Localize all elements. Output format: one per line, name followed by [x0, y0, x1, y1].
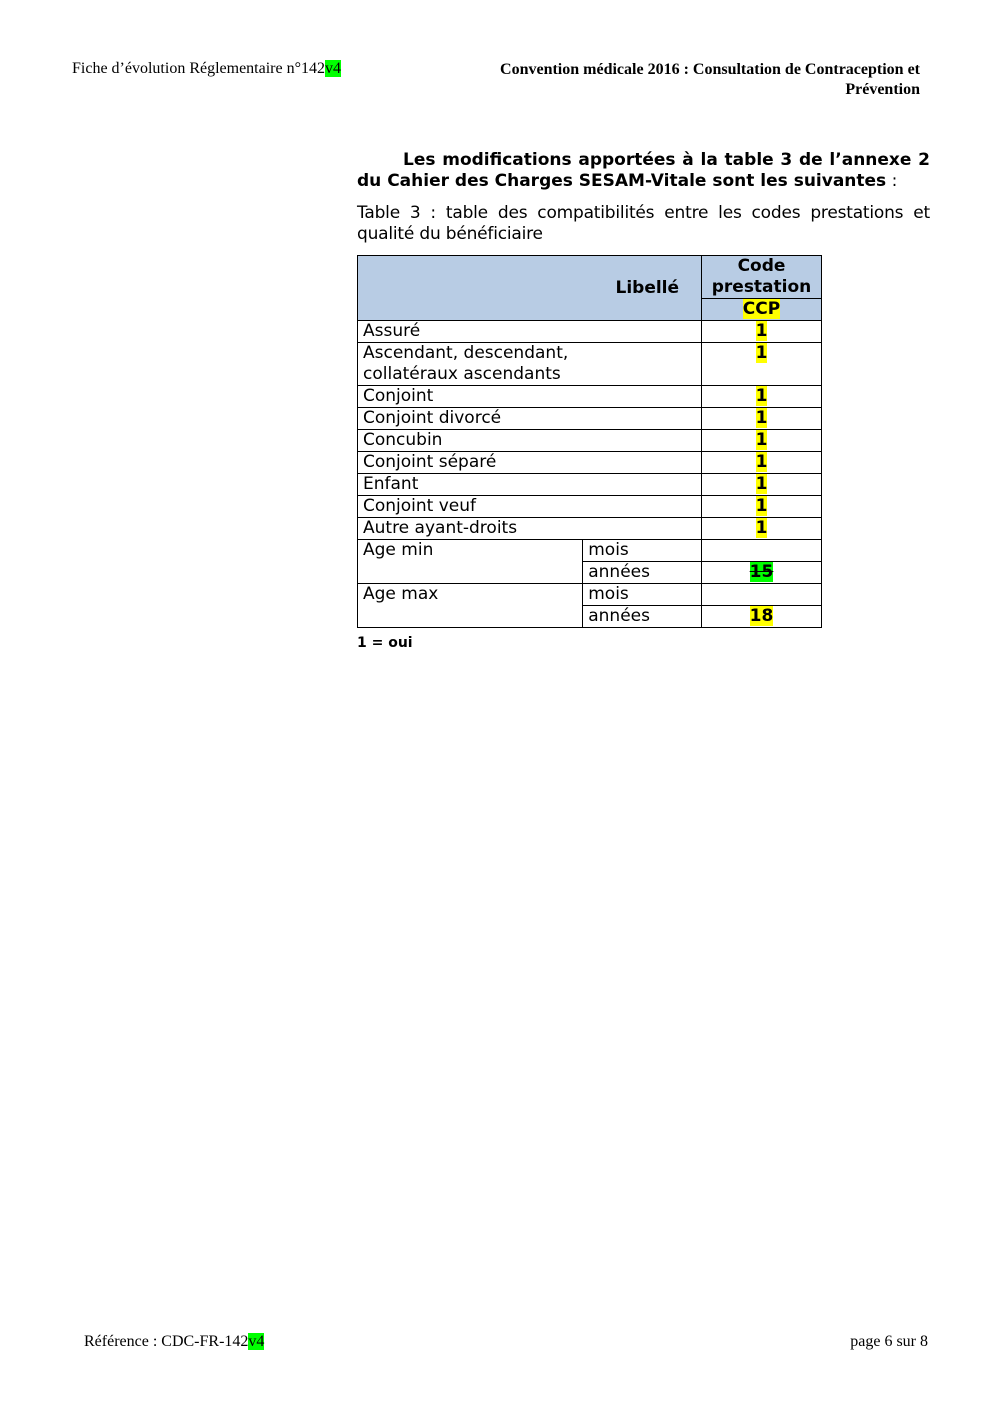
header-ccp-text: CCP	[742, 299, 781, 319]
age-max-months-label: mois	[583, 584, 702, 606]
header-libelle-text: Libellé	[615, 277, 680, 298]
row-value	[702, 408, 822, 430]
age-max-row	[358, 584, 822, 606]
row-label: Assuré	[358, 321, 702, 343]
row-label: Conjoint veuf	[358, 496, 702, 518]
header-libelle	[358, 256, 702, 321]
row-label: Autre ayant-droits	[358, 518, 702, 540]
row-label: Conjoint	[358, 386, 702, 408]
row-label: Concubin	[358, 430, 702, 452]
row-value	[702, 496, 822, 518]
row-value-text: 1	[755, 408, 768, 428]
age-min-label: Age min	[358, 540, 583, 584]
intro-tail: :	[886, 171, 898, 191]
age-max-label: Age max	[358, 584, 583, 628]
header-convention-line2: Prévention	[845, 81, 920, 98]
age-min-years-label: années	[583, 562, 702, 584]
header-version-highlight: v4	[325, 60, 341, 77]
row-value	[702, 321, 822, 343]
header-convention-title	[470, 60, 920, 100]
row-value	[702, 452, 822, 474]
footer-reference-text: Référence : CDC-FR-142	[84, 1333, 249, 1350]
row-value	[702, 430, 822, 452]
header-ccp	[702, 299, 822, 321]
age-min-months-label: mois	[583, 540, 702, 562]
table-row	[358, 452, 822, 474]
row-label: Enfant	[358, 474, 702, 496]
age-max-years-value	[702, 606, 822, 628]
row-value-text: 1	[755, 430, 768, 450]
row-value	[702, 343, 822, 386]
age-max-years-value-text: 18	[749, 606, 774, 626]
table-caption: Table 3 : table des compatibilités entre les codes prestations et qualité du bénéficiaire	[357, 203, 930, 244]
table-row	[358, 408, 822, 430]
table-row	[358, 496, 822, 518]
age-min-years-value	[702, 562, 822, 584]
row-value	[702, 474, 822, 496]
table-row	[358, 430, 822, 452]
legend-note: 1 = oui	[357, 635, 413, 651]
row-value-text: 1	[755, 321, 768, 341]
table-row	[358, 321, 822, 343]
footer-version-highlight: v4	[248, 1333, 265, 1350]
compatibility-table	[357, 255, 822, 628]
table-row	[358, 386, 822, 408]
table-row	[358, 518, 822, 540]
intro-paragraph	[357, 150, 930, 192]
age-min-row	[358, 540, 822, 562]
footer-reference	[84, 1333, 264, 1351]
age-min-months-value	[702, 540, 822, 562]
age-max-months-value	[702, 584, 822, 606]
header-document-title	[72, 60, 341, 78]
table-header-row	[358, 256, 822, 299]
header-code-prestation: Code prestation	[702, 256, 822, 299]
row-value-text: 1	[755, 474, 768, 494]
row-value-text: 1	[755, 386, 768, 406]
footer-page-number: page 6 sur 8	[850, 1333, 928, 1350]
row-value-text: 1	[755, 518, 768, 538]
header-convention-line1: Convention médicale 2016 : Consultation de Contraception et	[500, 61, 920, 78]
intro-bold-text: Les modifications apportées à la table 3 de l’annexe 2 du Cahier des Charges SESAM-Vitale sont les suivantes	[357, 150, 930, 191]
header-title-text: Fiche d’évolution Réglementaire n°142	[72, 60, 325, 77]
row-value-text: 1	[755, 496, 768, 516]
age-max-years-label: années	[583, 606, 702, 628]
table-row	[358, 343, 822, 386]
row-value-text: 1	[755, 452, 768, 472]
row-value-text: 1	[755, 343, 768, 363]
main-content	[357, 150, 930, 245]
row-label: Ascendant, descendant, collatéraux ascendants	[358, 343, 702, 386]
row-value	[702, 386, 822, 408]
age-min-years-value-text: 15	[749, 562, 774, 582]
row-label: Conjoint séparé	[358, 452, 702, 474]
row-label: Conjoint divorcé	[358, 408, 702, 430]
table-row	[358, 474, 822, 496]
row-value	[702, 518, 822, 540]
